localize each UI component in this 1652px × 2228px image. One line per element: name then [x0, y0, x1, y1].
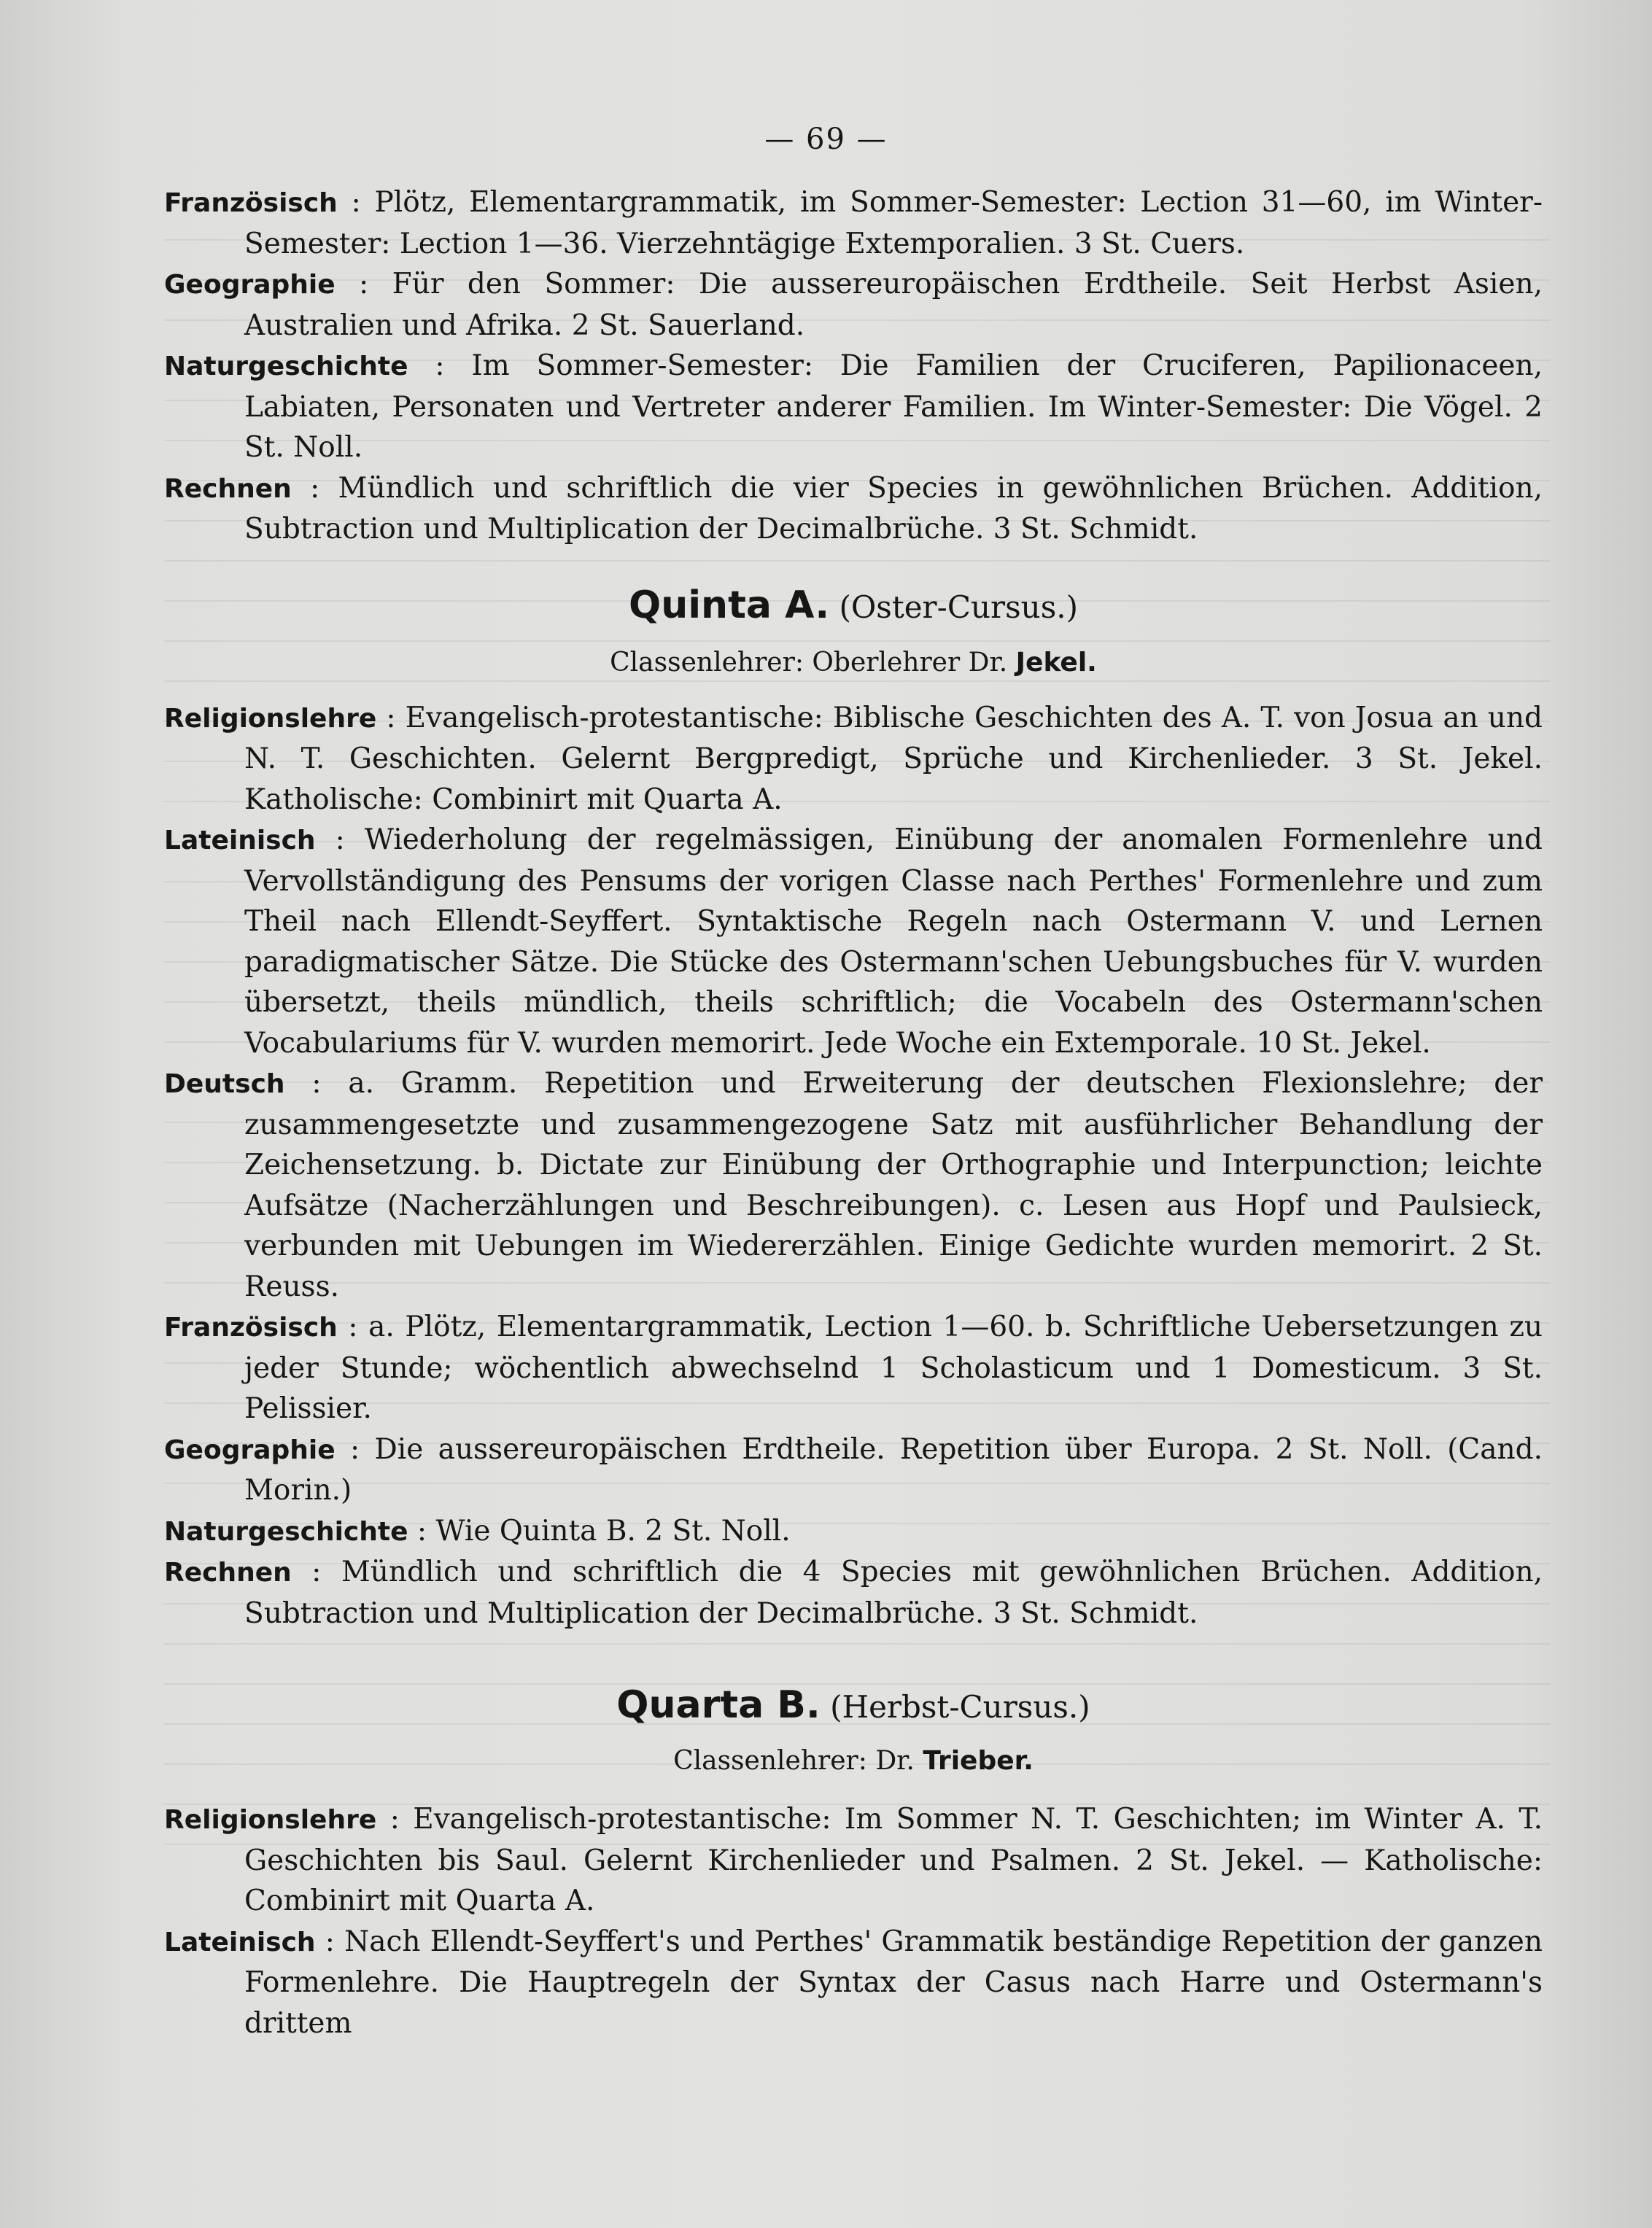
- block-1: [164, 182, 1543, 550]
- entry-subject: Französisch: [164, 1313, 338, 1343]
- entry-subject: Geographie: [164, 1435, 336, 1465]
- entry-rechnen: Rechnen : Mündlich und schriftlich die 4 Species mit gewöhnlichen Brüchen. Addition, Subtraction und Multiplication der Decimalbrüche. 3 St. Schmidt.: [164, 1556, 1543, 1630]
- entry-text: Wie Quinta B. 2 St. Noll.: [435, 1514, 791, 1548]
- entry-text: Mündlich und schriftlich die vier Species in gewöhnlichen Brüchen. Addition, Subtraction und Multiplication der Decimalbrüche. 3 St. Schmidt.: [244, 471, 1543, 546]
- entry-text: Im Sommer-Semester: Die Familien der Cruciferen, Papilionaceen, Labiaten, Personaten und Vertreter anderer Familien. Im Winter-Semester: Die Vögel. 2 St. Noll.: [244, 349, 1543, 464]
- section-title-quinta-a: [164, 583, 1543, 627]
- entry-text: Die aussereuropäischen Erdtheile. Repetition über Europa. 2 St. Noll. (Cand. Morin.): [244, 1432, 1543, 1507]
- entry-religionslehre: Religionslehre : Evangelisch-protestantische: Biblische Geschichten des A. T. von Josua an und N. T. Geschichten. Gelernt Bergpredigt, Sprüche und Kirchenlieder. 3 St. Jekel. Katholische: Combinirt mit Quarta A.: [164, 701, 1543, 816]
- block-3: [164, 1799, 1543, 2043]
- entry-deutsch: Deutsch : a. Gramm. Repetition und Erweiterung der deutschen Flexionslehre; der zusammengesetzte und zusammengezogene Satz mit ausführlicher Behandlung der Zeichensetzung. b. Dictate zur Einübung der Orthographie und Interpunction; leichte Aufsätze (Nacherzählungen und Beschreibungen). c. Lesen aus Hopf und Paulsieck, verbunden mit Uebungen im Wiedererzählen. Einige Gedichte wurden memorirt. 2 St. Reuss.: [164, 1067, 1543, 1303]
- entry-subject: Rechnen: [164, 1558, 292, 1588]
- entry-subject: Naturgeschichte: [164, 352, 408, 381]
- entry-naturgeschichte: Naturgeschichte : Im Sommer-Semester: Die Familien der Cruciferen, Papilionaceen, Labiaten, Personaten und Vertreter anderer Familien. Im Winter-Semester: Die Vögel. 2 St. Noll.: [164, 349, 1543, 464]
- page-number: — 69 —: [764, 123, 888, 156]
- teacher-prefix: Classenlehrer: Dr.: [673, 1746, 915, 1776]
- block-2: [164, 698, 1543, 1634]
- section-title-quarta-b: [164, 1683, 1543, 1727]
- entry-subject: Rechnen: [164, 473, 292, 504]
- entry-geographie: Geographie : Die aussereuropäischen Erdtheile. Repetition über Europa. 2 St. Noll. (Cand. Morin.): [164, 1432, 1543, 1507]
- entry-subject: Lateinisch: [164, 1927, 316, 1957]
- teacher-name: Jekel.: [1015, 647, 1097, 678]
- entry-subject: Französisch: [164, 188, 338, 218]
- entry-text: Mündlich und schriftlich die 4 Species mit gewöhnlichen Brüchen. Addition, Subtraction und Multiplication der Decimalbrüche. 3 St. Schmidt.: [244, 1556, 1543, 1630]
- entry-text: Evangelisch-protestantische: Im Sommer N. T. Geschichten; im Winter A. T. Geschichten bis Saul. Gelernt Kirchenlieder und Psalmen. 2 St. Jekel. — Katholische: Combinirt mit Quarta A.: [244, 1803, 1543, 1917]
- entry-text: a. Gramm. Repetition und Erweiterung der deutschen Flexionslehre; der zusammengesetzte und zusammengezogene Satz mit ausführlicher Behandlung der Zeichensetzung. b. Dictate zur Einübung der Orthographie und Interpunction; leichte Aufsätze (Nacherzählungen und Beschreibungen). c. Lesen aus Hopf und Paulsieck, verbunden mit Uebungen im Wiedererzählen. Einige Gedichte wurden memorirt. 2 St. Reuss.: [244, 1067, 1543, 1303]
- teacher-prefix: Classenlehrer: Oberlehrer Dr.: [610, 647, 1008, 678]
- course-label: (Herbst-Cursus.): [830, 1689, 1090, 1725]
- entry-subject: Naturgeschichte: [164, 1516, 408, 1547]
- entry-lateinisch: Lateinisch : Nach Ellendt-Seyffert's und Perthes' Grammatik beständige Repetition der ganzen Formenlehre. Die Hauptregeln der Syntax der Casus nach Harre und Ostermann's drittem: [164, 1925, 1543, 2040]
- entry-text: Für den Sommer: Die aussereuropäischen Erdtheile. Seit Herbst Asien, Australien und Afrika. 2 St. Sauerland.: [244, 268, 1543, 342]
- class-name: Quarta B.: [616, 1683, 821, 1727]
- entry-subject: Deutsch: [164, 1069, 285, 1099]
- entry-subject: Religionslehre: [164, 1805, 377, 1835]
- entry-text: Evangelisch-protestantische: Biblische Geschichten des A. T. von Josua an und N. T. Geschichten. Gelernt Bergpredigt, Sprüche und Kirchenlieder. 3 St. Jekel. Katholische: Combinirt mit Quarta A.: [244, 701, 1543, 816]
- entry-text: Plötz, Elementargrammatik, im Sommer-Semester: Lection 31—60, im Winter-Semester: Lection 1—36. Vierzehntägige Extemporalien. 3 St. Cuers.: [244, 186, 1543, 260]
- entry-franzoesisch: Französisch : a. Plötz, Elementargrammatik, Lection 1—60. b. Schriftliche Uebersetzungen zu jeder Stunde; wöchentlich abwechselnd 1 Scholasticum und 1 Domesticum. 3 St. Pelissier.: [164, 1311, 1543, 1425]
- entry-geographie: Geographie : Für den Sommer: Die aussereuropäischen Erdtheile. Seit Herbst Asien, Australien und Afrika. 2 St. Sauerland.: [164, 268, 1543, 342]
- entry-subject: Lateinisch: [164, 826, 316, 855]
- course-label: (Oster-Cursus.): [839, 589, 1078, 625]
- entry-rechnen: Rechnen : Mündlich und schriftlich die vier Species in gewöhnlichen Brüchen. Addition, Subtraction und Multiplication der Decimalbrüche. 3 St. Schmidt.: [164, 471, 1543, 546]
- entry-text: a. Plötz, Elementargrammatik, Lection 1—60. b. Schriftliche Uebersetzungen zu jeder Stunde; wöchentlich abwechselnd 1 Scholasticum und 1 Domesticum. 3 St. Pelissier.: [244, 1311, 1543, 1425]
- entry-naturgeschichte: Naturgeschichte : Wie Quinta B. 2 St. Noll.: [164, 1514, 791, 1548]
- entry-subject: Geographie: [164, 270, 336, 300]
- entry-religionslehre: Religionslehre : Evangelisch-protestantische: Im Sommer N. T. Geschichten; im Winter A. T. Geschichten bis Saul. Gelernt Kirchenlieder und Psalmen. 2 St. Jekel. — Katholische: Combinirt mit Quarta A.: [164, 1803, 1543, 1917]
- class-teacher-quarta-b: [164, 1746, 1543, 1776]
- entry-text: Nach Ellendt-Seyffert's und Perthes' Grammatik beständige Repetition der ganzen Formenlehre. Die Hauptregeln der Syntax der Casus nach Harre und Ostermann's drittem: [244, 1925, 1543, 2040]
- entry-lateinisch: Lateinisch : Wiederholung der regelmässigen, Einübung der anomalen Formenlehre und Vervollständigung des Pensums der vorigen Classe nach Perthes' Formenlehre und zum Theil nach Ellendt-Seyffert. Syntaktische Regeln nach Ostermann V. und Lernen paradigmatischer Sätze. Die Stücke des Ostermann'schen Uebungsbuches für V. wurden übersetzt, theils mündlich, theils schriftlich; die Vocabeln des Ostermann'schen Vocabulariums für V. wurden memorirt. Jede Woche ein Extemporale. 10 St. Jekel.: [164, 823, 1543, 1060]
- teacher-name: Trieber.: [923, 1746, 1034, 1776]
- page-content: [164, 182, 1543, 2043]
- entry-franzoesisch: Französisch : Plötz, Elementargrammatik, im Sommer-Semester: Lection 31—60, im Winter-Semester: Lection 1—36. Vierzehntägige Extemporalien. 3 St. Cuers.: [164, 186, 1543, 260]
- class-teacher-quinta-a: [164, 648, 1543, 678]
- entry-subject: Religionslehre: [164, 703, 377, 734]
- entry-text: Wiederholung der regelmässigen, Einübung der anomalen Formenlehre und Vervollständigung des Pensums der vorigen Classe nach Perthes' Formenlehre und zum Theil nach Ellendt-Seyffert. Syntaktische Regeln nach Ostermann V. und Lernen paradigmatischer Sätze. Die Stücke des Ostermann'schen Uebungsbuches für V. wurden übersetzt, theils mündlich, theils schriftlich; die Vocabeln des Ostermann'schen Vocabulariums für V. wurden memorirt. Jede Woche ein Extemporale. 10 St. Jekel.: [244, 823, 1543, 1060]
- class-name: Quinta A.: [629, 583, 830, 627]
